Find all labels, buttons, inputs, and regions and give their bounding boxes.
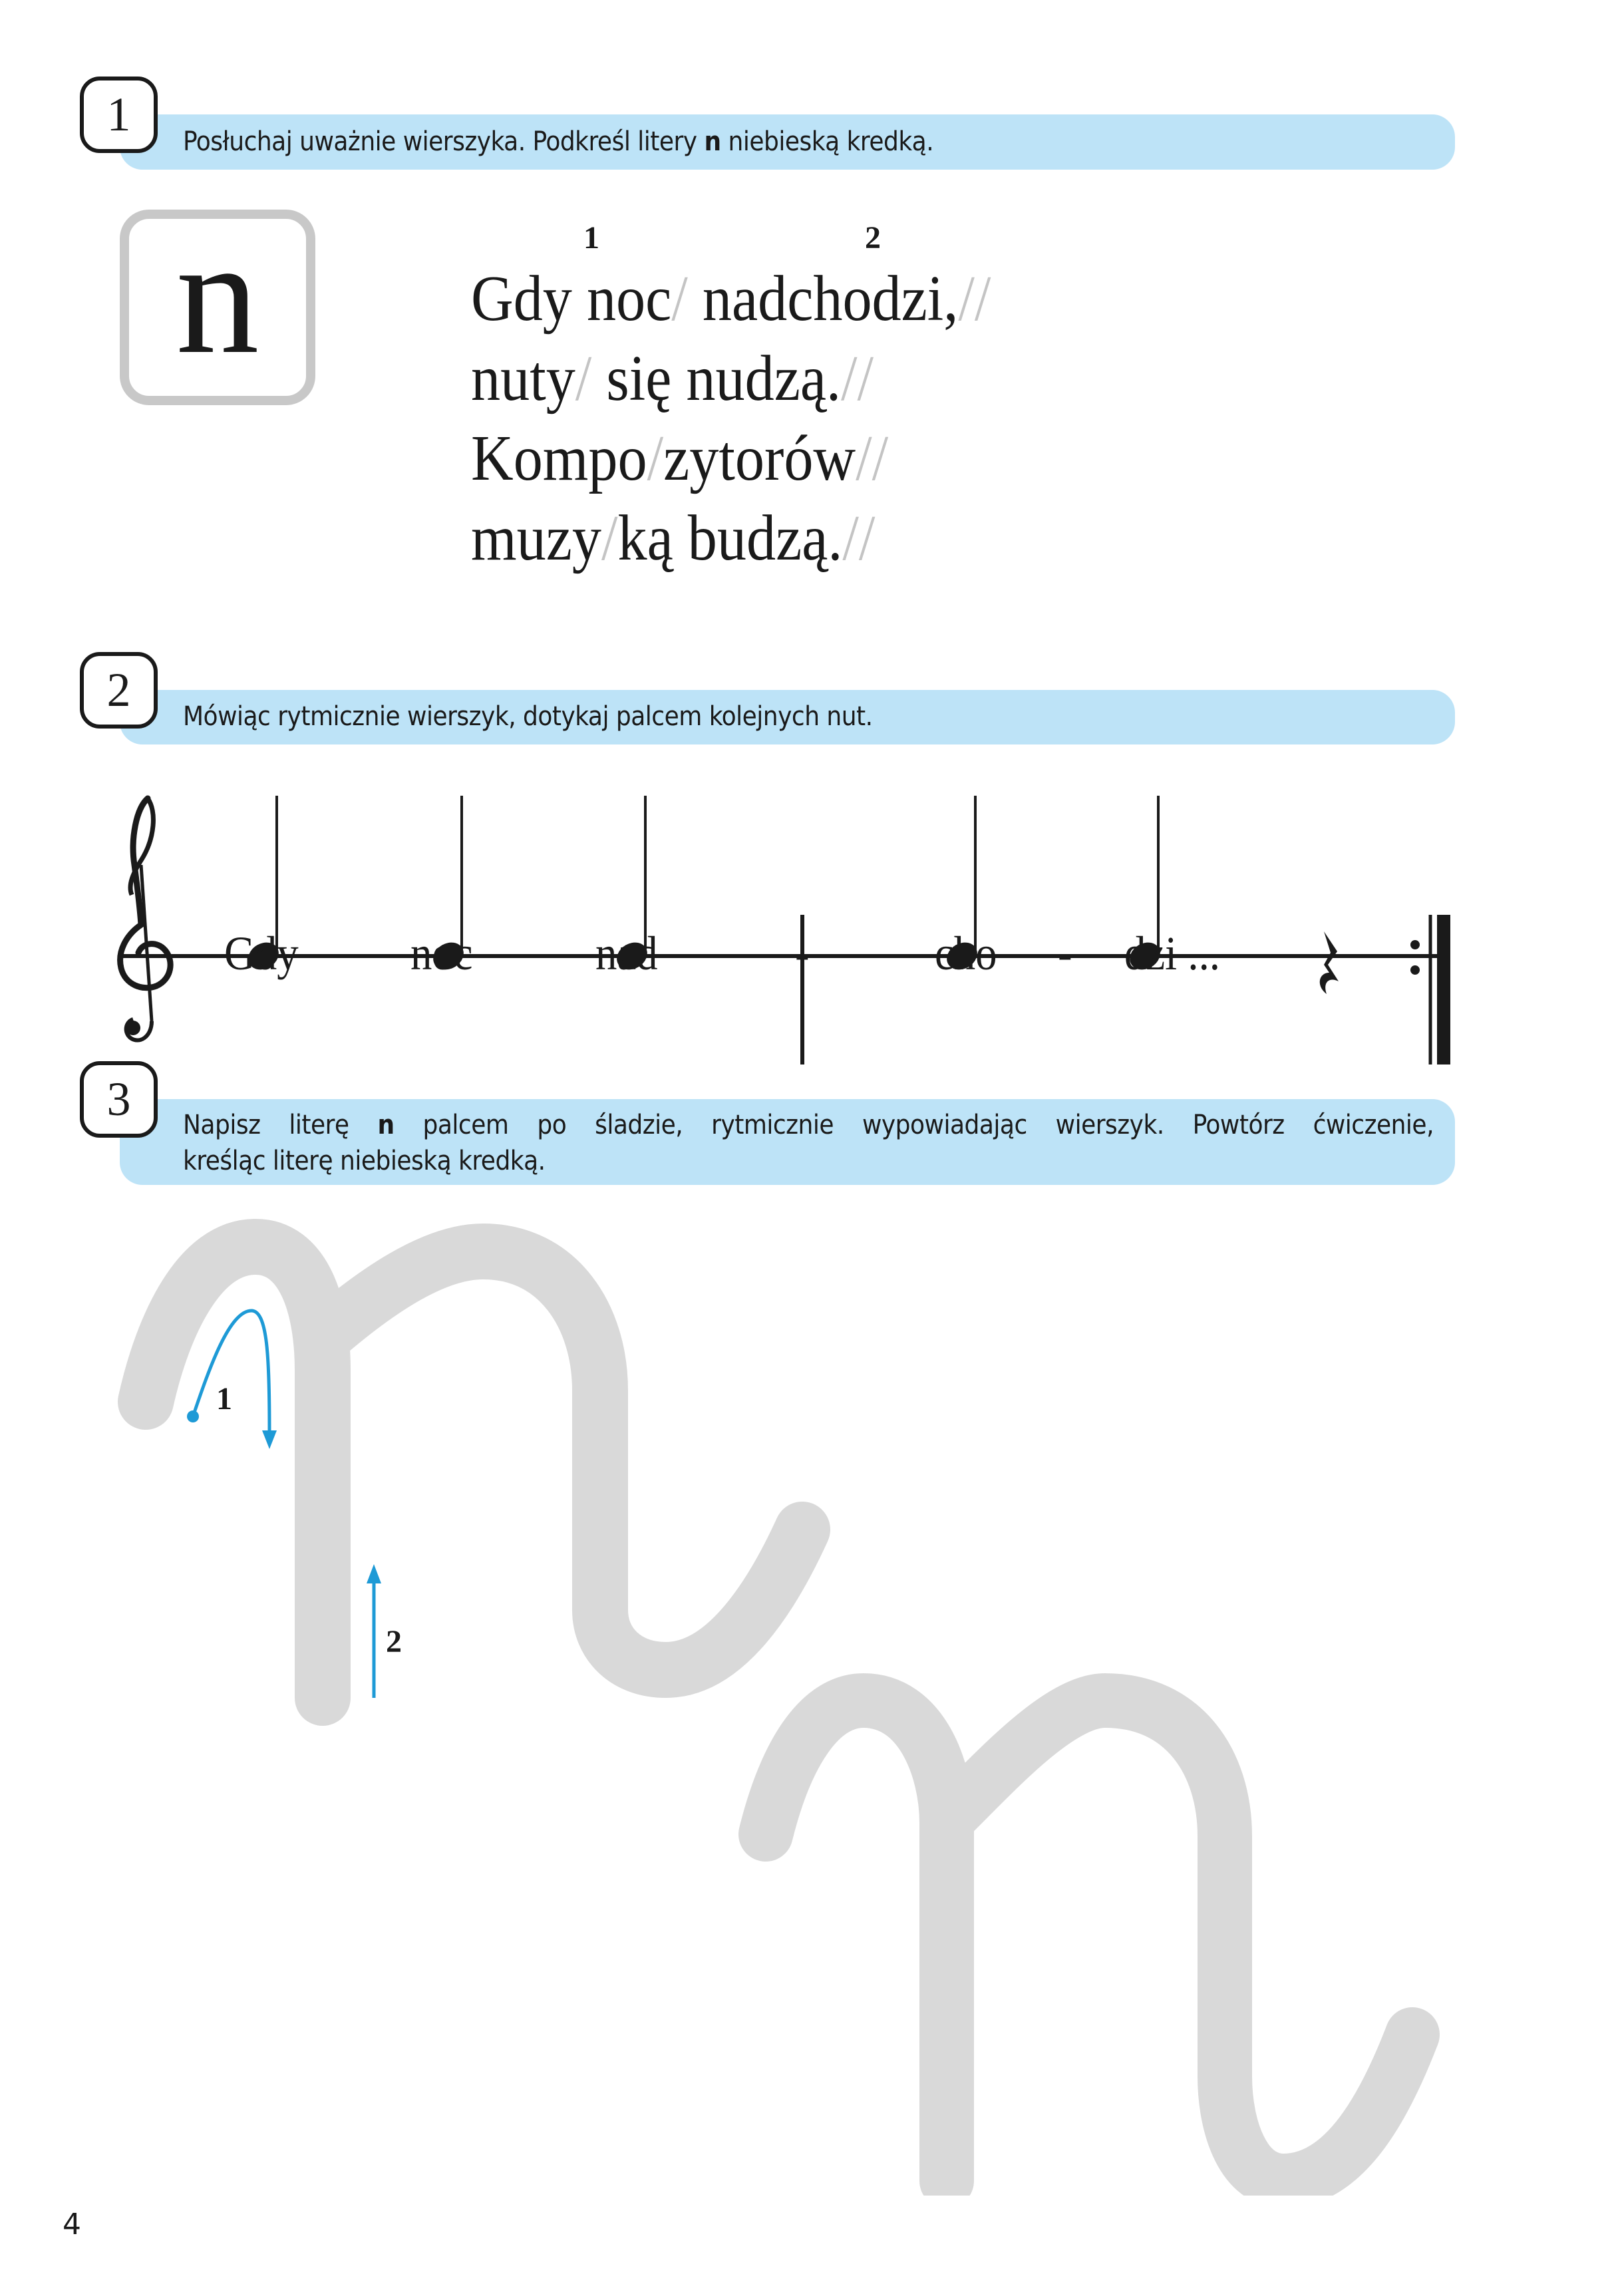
instruction-text-3-line-1	[183, 1110, 1434, 1140]
treble-clef-icon	[120, 798, 171, 1041]
poem-line-3	[471, 421, 888, 496]
lyric-syllable: noc	[410, 927, 473, 980]
instruction-text-part: Posłuchaj uważnie wierszyka. Podkreśl litery	[183, 126, 705, 157]
poem-slash: /	[671, 263, 688, 335]
poem-text: nuty	[471, 343, 575, 414]
poem-text: ką budzą.	[617, 502, 843, 574]
lyric-syllable: Gdy	[224, 927, 299, 980]
poem-line-2	[471, 341, 874, 416]
instruction-text-part: palcem po śladzie, rytmicznie wypowiadając wierszyk. Powtórz ćwiczenie,	[394, 1110, 1434, 1140]
lyric-syllable: cho	[935, 927, 997, 980]
lyric-hyphen: -	[1058, 927, 1072, 980]
poem-line-1	[471, 261, 991, 336]
repeat-end-barline	[1410, 915, 1450, 1065]
poem-line-4	[471, 501, 875, 575]
trace-letter-n-small	[766, 1701, 1412, 2181]
stroke-order-label-2: 2	[386, 1624, 402, 1659]
instruction-bold-letter: n	[704, 126, 721, 157]
stroke-guide-arrow-1	[187, 1311, 277, 1449]
poem-text: zytorów	[663, 422, 856, 494]
poem-text: Kompo	[471, 422, 647, 494]
task-number-badge-1: 1	[80, 77, 158, 153]
poem-text: nadchodzi,	[687, 263, 959, 335]
poem-slash: //	[856, 422, 889, 494]
instruction-text-1	[183, 126, 1434, 157]
lyric-syllable: dzi ...	[1124, 927, 1220, 980]
instruction-text-3-line-2: kreśląc literę niebieską kredką.	[183, 1146, 546, 1176]
syllable-mark-2: 2	[865, 220, 881, 255]
stroke-order-label-1: 1	[216, 1381, 232, 1416]
tracing-area[interactable]	[0, 1198, 1610, 2196]
instruction-text-part: Napisz literę	[183, 1110, 378, 1140]
lyric-syllable: nad	[595, 927, 658, 980]
poem-text: Gdy noc	[471, 263, 672, 335]
instruction-bold-letter: n	[377, 1110, 395, 1140]
page-number: 4	[63, 2208, 81, 2241]
poem-text: się nudzą.	[591, 343, 842, 414]
poem-text: muzy	[471, 502, 601, 574]
task-number-badge-3: 3	[80, 1061, 158, 1138]
poem-slash: /	[601, 502, 618, 574]
instruction-text-2: Mówiąc rytmicznie wierszyk, dotykaj palcem kolejnych nut.	[183, 701, 873, 732]
lyric-hyphen: -	[795, 927, 810, 980]
music-staff	[0, 765, 1610, 1065]
stroke-guide-arrow-2	[367, 1564, 381, 1698]
letter-card-glyph: n	[176, 204, 259, 389]
poem-slash: /	[647, 422, 664, 494]
poem-slash: //	[841, 343, 874, 414]
instruction-text-part: niebieską kredką.	[721, 126, 934, 157]
poem-slash: //	[958, 263, 991, 335]
syllable-mark-1: 1	[583, 220, 599, 255]
letter-card	[120, 204, 315, 405]
poem-slash: /	[575, 343, 592, 414]
quarter-rest-icon	[1320, 931, 1339, 994]
task-number-badge-2: 2	[80, 652, 158, 729]
poem-slash: //	[842, 502, 876, 574]
